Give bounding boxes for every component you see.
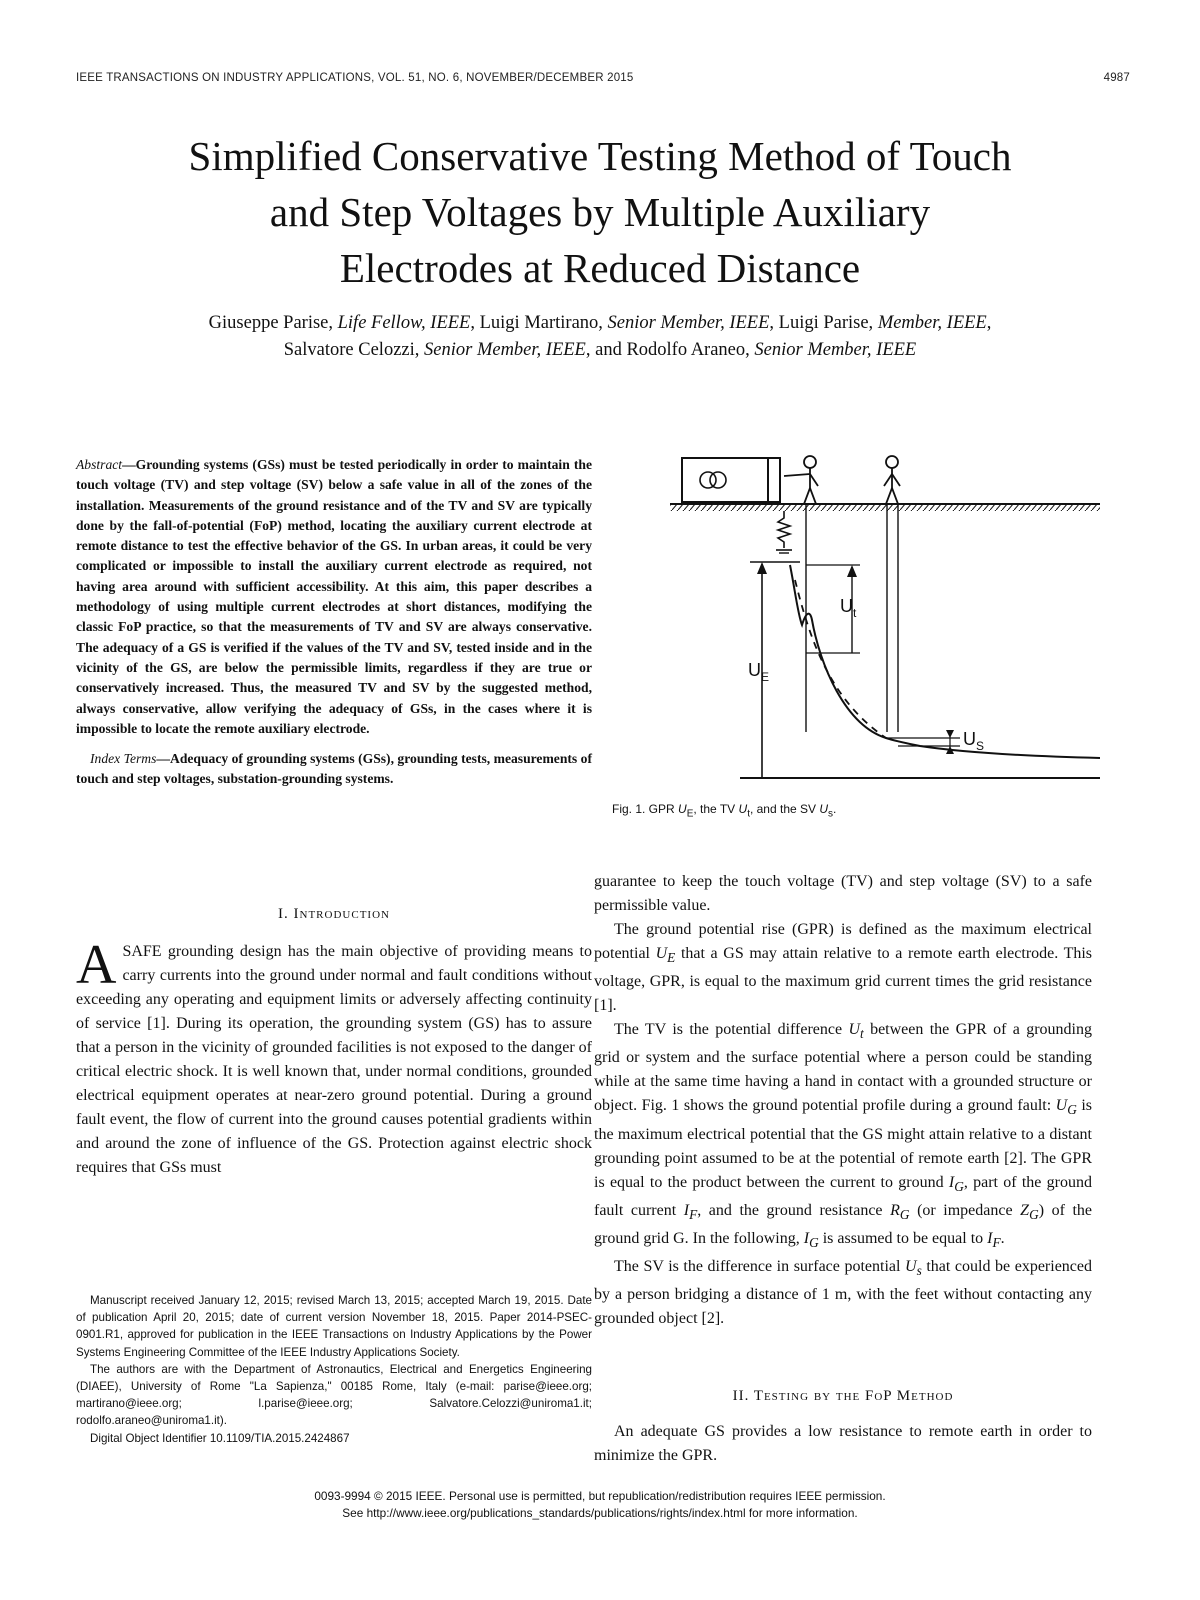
footnote-doi: Digital Object Identifier 10.1109/TIA.2015.2424867 bbox=[90, 1431, 350, 1445]
index-terms-text: Adequacy of grounding systems (GSs), grounding tests, measurements of touch and step voltages, substation-grounding systems. bbox=[76, 751, 592, 787]
abstract-text: Grounding systems (GSs) must be tested periodically in order to maintain the touch voltage (TV) and step voltage (SV) below a safe value in all of the zones of the installation. Measurements of the ground resistance and of the TV and SV are typically done by the fall-of-potential (FoP) method, locating the auxiliary current electrode at remote distance to test the effective behavior of the GS. In urban areas, it could be very complicated or impossible to install the auxiliary current electrode as required, not having area around with sufficient accessibility. At this aim, this paper describes a methodology of using multiple current electrodes at short distances, modifying the classic FoP practice, so that the measurements of TV and SV are always conservative. The adequacy of a GS is verified if the values of the TV and SV, tested inside and in the vicinity of the GS, are below the permissible limits, regardless if they are true or conservatively increased. Thus, the measured TV and SV by the suggested method, always conservative, allow verifying the adequacy of GSs, in the cases where it is impossible to locate the remote auxiliary electrode. bbox=[76, 457, 592, 736]
footnote bbox=[76, 1292, 592, 1447]
caption-part-1: Fig. 1. GPR bbox=[612, 802, 679, 816]
substation-box bbox=[682, 458, 780, 502]
caption-ue: U bbox=[678, 802, 687, 816]
author-5: , and Rodolfo Araneo, bbox=[585, 340, 755, 360]
caption-ut-sub: t bbox=[747, 808, 750, 820]
author-3-role: Member, IEEE bbox=[877, 313, 987, 333]
abstract bbox=[76, 455, 592, 790]
transformer-icon bbox=[700, 472, 716, 488]
author-3: , Luigi Parise, bbox=[769, 313, 878, 333]
rc-paragraph-2: The ground potential rise (GPR) is defined as the maximum electrical potential $U_E$ that a GS may attain relative to a remote earth electrode. This voltage, GPR, is equal to the maximum grid current times the grid resistance [1]. bbox=[594, 921, 1093, 1015]
author-2-role: Senior Member, IEEE bbox=[607, 313, 770, 333]
index-terms-label: Index Terms bbox=[90, 751, 157, 767]
author-list bbox=[60, 310, 1140, 364]
substation-door bbox=[768, 458, 780, 502]
author-4: Salvatore Celozzi, bbox=[283, 340, 425, 360]
author-5-role: Senior Member, IEEE bbox=[754, 340, 917, 360]
caption-ut: U bbox=[738, 802, 748, 816]
ground-resistance-icon bbox=[778, 511, 790, 548]
author-4-role: Senior Member, IEEE bbox=[424, 340, 586, 360]
copyright-footer bbox=[60, 1488, 1140, 1522]
title-line-1: Simplified Conservative Testing Method of Touch bbox=[188, 133, 1012, 179]
author-2: , Luigi Martirano, bbox=[470, 313, 608, 333]
rc-paragraph-1: guarantee to keep the touch voltage (TV) and step voltage (SV) to a safe permissible value. bbox=[594, 873, 1092, 914]
ground-hatch bbox=[670, 504, 1100, 511]
potential-curve bbox=[790, 565, 1100, 758]
caption-us-sub: s bbox=[828, 808, 834, 820]
section-1-body bbox=[76, 934, 592, 1180]
rc-paragraph-4: The SV is the difference in surface potential $U_s$ that could be experienced by a person bridging a distance of 1 m, with the feet without contacting any grounded object [2]. bbox=[594, 1258, 1093, 1328]
title-line-3: Electrodes at Reduced Distance bbox=[339, 245, 861, 291]
copyright-line-1: 0093-9994 © 2015 IEEE. Personal use is permitted, but republication/redistribution requires IEEE permission. bbox=[314, 1489, 886, 1503]
caption-end: . bbox=[833, 802, 837, 816]
caption-us: U bbox=[819, 802, 829, 816]
copyright-line-2: See http://www.ieee.org/publications_standards/publications/rights/index.html for more information. bbox=[342, 1506, 858, 1520]
label-ue: $U_E$ bbox=[748, 660, 770, 684]
author-1: Giuseppe Parise, bbox=[208, 313, 338, 333]
index-terms-dash: — bbox=[156, 751, 170, 767]
section-2-heading-text: II. Testing by the FoP Method bbox=[732, 1388, 954, 1404]
transformer-icon-2 bbox=[710, 472, 726, 488]
running-header bbox=[76, 72, 1130, 84]
caption-ue-sub: E bbox=[686, 808, 694, 820]
figure-1-caption bbox=[612, 802, 1132, 819]
paper-title bbox=[60, 128, 1140, 296]
dropcap: A bbox=[76, 934, 117, 996]
person-standing-icon bbox=[884, 456, 900, 504]
caption-part-2: , the TV bbox=[693, 802, 739, 816]
section-1-text: SAFE grounding design has the main objective of providing means to carry currents into the ground under normal and fault conditions without exceeding any operating and equipment limits or adversely affecting continuity of service [1]. During its operation, the grounding system (GS) has to assure that a person in the vicinity of grounded facilities is not exposed to the danger of critical electric shock. It is well known that, under normal conditions, grounded electrical equipment operates at near-zero ground potential. During a ground fault event, the flow of current into the ground causes potential gradients within and around the zone of influence of the GS. Protection against electric shock requires that GSs must bbox=[76, 943, 592, 1176]
abstract-dash: — bbox=[122, 457, 136, 472]
section-2-body bbox=[594, 1420, 1092, 1468]
footnote-affiliation: The authors are with the Department of Astronautics, Electrical and Energetics Engineering (DIAEE), University of Rome "La Sapienza," 00185 Rome, Italy (e-mail: parise@ieee.org; martirano@ieee.org; l.parise@ieee.org; Salvatore.Celozzi@uniroma1.it; rodolfo.araneo@uniroma1.it). bbox=[76, 1362, 592, 1428]
label-us: $U_S$ bbox=[963, 729, 985, 753]
author-1-role: Life Fellow, IEEE bbox=[337, 313, 471, 333]
rc-paragraph-3: The TV is the potential difference $U_t$ between the GPR of a grounding grid or system and the surface potential where a person could be standing while at the same time having a hand in contact with a grounded structure or object. Fig. 1 shows the ground potential profile during a ground fault: $U_G$ is the maximum electrical potential that the GS might attain relative to a distant grounding point assumed to be at the potential of remote earth [2]. The GPR is equal to the product between the current to ground $I_G$, part of the ground fault current $I_F$, and the ground resistance $R_G$ (or impedance $Z_G$) of the ground grid G. In the following, $I_G$ is assumed to be equal to $I_F$. bbox=[594, 1021, 1093, 1251]
label-ut: $U_t$ bbox=[840, 596, 857, 620]
footnote-manuscript: Manuscript received January 12, 2015; revised March 13, 2015; accepted March 19, 2015. Date of publication April 20, 2015; date of current version November 18, 2015. Paper 2014-PSEC-0901.R1, approved for publication in the IEEE Transactions on Industry Applications by the Power Systems Engineering Committee of the IEEE Industry Applications Society. bbox=[76, 1294, 592, 1359]
section-2-heading bbox=[594, 1388, 1092, 1405]
section-1-heading-text: I. Introduction bbox=[278, 906, 390, 922]
person-touching-icon bbox=[784, 456, 818, 504]
section-1-heading bbox=[76, 906, 592, 923]
caption-part-3: , and the SV bbox=[749, 802, 820, 816]
figure-1-diagram bbox=[660, 440, 1120, 785]
page-number: 4987 bbox=[1103, 72, 1130, 84]
rc-paragraph-5: An adequate GS provides a low resistance to remote earth in order to minimize the GPR. bbox=[594, 1423, 1092, 1464]
author-separator: , bbox=[986, 313, 992, 333]
journal-line: IEEE TRANSACTIONS ON INDUSTRY APPLICATIONS, VOL. 51, NO. 6, NOVEMBER/DECEMBER 2015 bbox=[76, 72, 634, 84]
right-column bbox=[594, 870, 1092, 1331]
title-line-2: and Step Voltages by Multiple Auxiliary bbox=[269, 189, 931, 235]
abstract-label: Abstract bbox=[76, 457, 123, 472]
